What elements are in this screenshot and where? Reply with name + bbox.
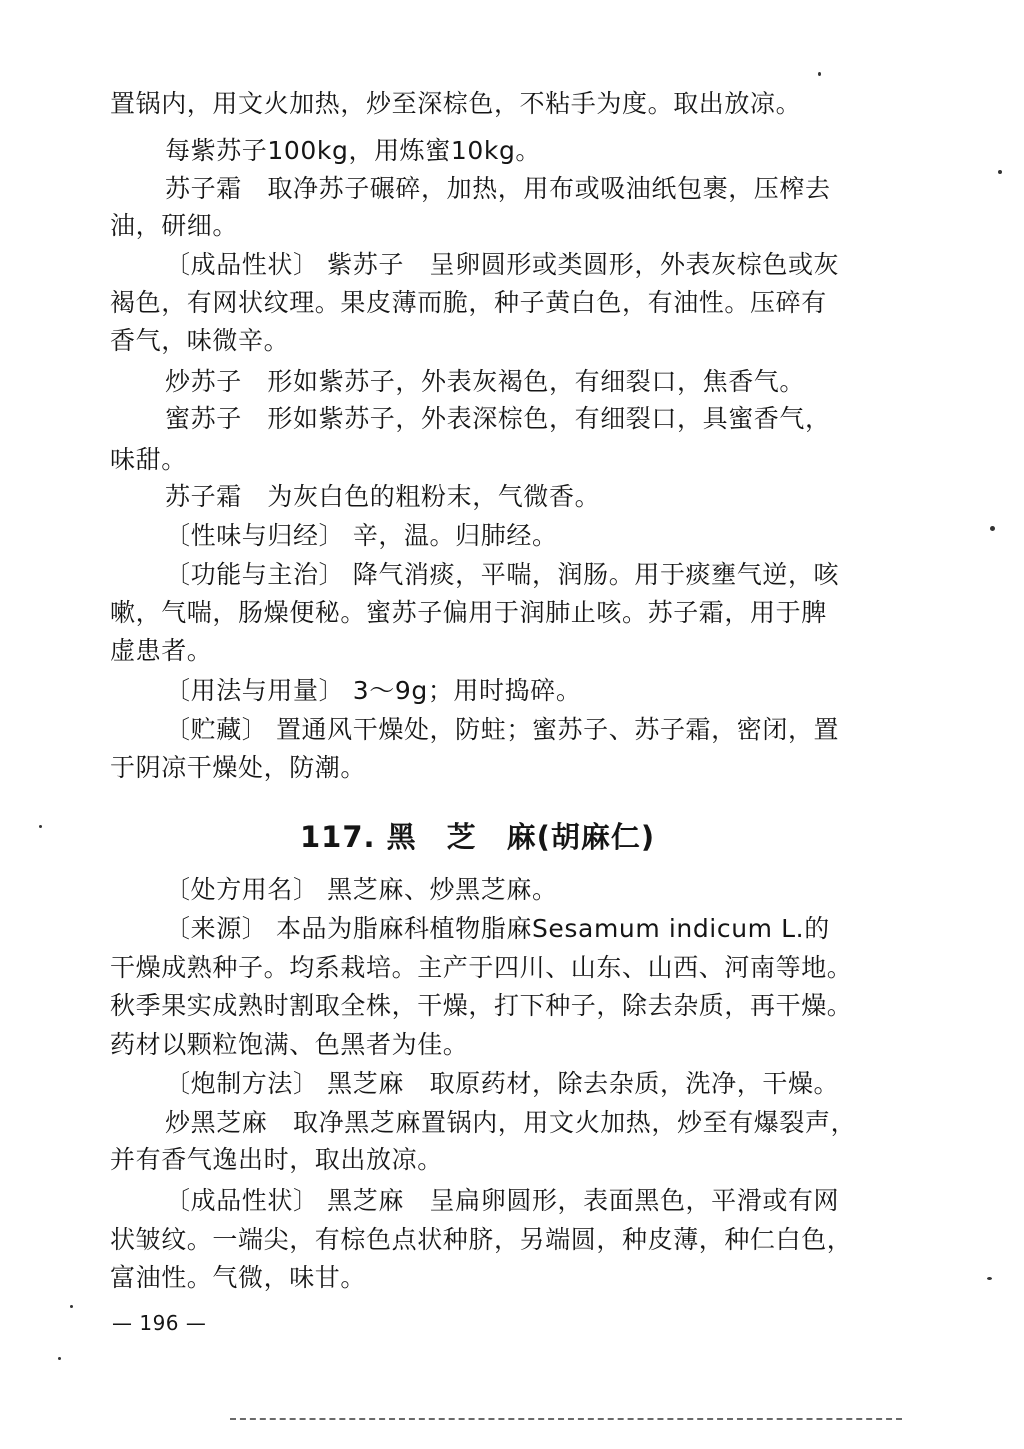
text-line: 〔成品性状〕 黑芝麻 呈扁卵圆形，表面黑色，平滑或有网	[165, 1186, 840, 1215]
scan-speck	[58, 1357, 61, 1360]
text-line: 状皱纹。一端尖，有棕色点状种脐，另端圆，种皮薄，种仁白色，	[110, 1225, 853, 1254]
text-line: 置锅内，用文火加热，炒至深棕色，不粘手为度。取出放凉。	[110, 89, 802, 118]
text-line: 〔功能与主治〕 降气消痰，平喘，润肠。用于痰壅气逆，咳	[165, 560, 840, 589]
bottom-rule	[230, 1418, 902, 1420]
text-line: 干燥成熟种子。均系栽培。主产于四川、山东、山西、河南等地。	[110, 953, 853, 982]
section-heading: 117. 黑 芝 麻(胡麻仁)	[300, 820, 656, 854]
text-line: 炒苏子 形如紫苏子，外表灰褐色，有细裂口，焦香气。	[165, 367, 806, 396]
text-line: 药材以颗粒饱满、色黑者为佳。	[110, 1030, 469, 1059]
page-number: — 196 —	[112, 1311, 207, 1335]
scan-speck	[818, 72, 821, 76]
text-line: 每紫苏子100kg，用炼蜜10kg。	[165, 136, 542, 165]
text-line: 味甜。	[110, 445, 187, 474]
text-line: 〔性味与归经〕 辛，温。归肺经。	[165, 521, 558, 550]
text-line: 苏子霜 为灰白色的粗粉末，气微香。	[165, 482, 601, 511]
text-line: 嗽，气喘，肠燥便秘。蜜苏子偏用于润肺止咳。苏子霜，用于脾	[110, 598, 827, 627]
text-line: 秋季果实成熟时割取全株，干燥，打下种子，除去杂质，再干燥。	[110, 991, 853, 1020]
text-line: 并有香气逸出时，取出放凉。	[110, 1145, 443, 1174]
scan-speck	[987, 1277, 992, 1280]
text-line: 〔用法与用量〕 3～9g；用时捣碎。	[165, 676, 582, 705]
text-line: 富油性。气微，味甘。	[110, 1263, 367, 1292]
text-line: 于阴凉干燥处，防潮。	[110, 753, 367, 782]
text-line: 褐色，有网状纹理。果皮薄而脆，种子黄白色，有油性。压碎有	[110, 288, 827, 317]
text-line: 炒黑芝麻 取净黑芝麻置锅内，用文火加热，炒至有爆裂声，	[165, 1108, 857, 1137]
text-line: 油，研细。	[110, 211, 239, 240]
text-line: 〔成品性状〕 紫苏子 呈卵圆形或类圆形，外表灰棕色或灰	[165, 250, 840, 279]
text-line: 〔来源〕 本品为脂麻科植物脂麻Sesamum indicum L.的	[165, 914, 830, 943]
text-line: 〔处方用名〕 黑芝麻、炒黑芝麻。	[165, 875, 558, 904]
text-line: 〔贮藏〕 置通风干燥处，防蛀；蜜苏子、苏子霜，密闭，置	[165, 715, 840, 744]
scan-speck	[70, 1305, 73, 1308]
scan-speck	[998, 170, 1002, 174]
text-line: 香气，味微辛。	[110, 326, 290, 355]
text-line: 苏子霜 取净苏子碾碎，加热，用布或吸油纸包裹，压榨去	[165, 174, 831, 203]
text-line: 〔炮制方法〕 黑芝麻 取原药材，除去杂质，洗净，干燥。	[165, 1069, 840, 1098]
text-line: 虚患者。	[110, 636, 213, 665]
scan-speck	[990, 526, 995, 531]
text-line: 蜜苏子 形如紫苏子，外表深棕色，有细裂口，具蜜香气，	[165, 404, 831, 433]
scan-speck	[39, 825, 42, 828]
